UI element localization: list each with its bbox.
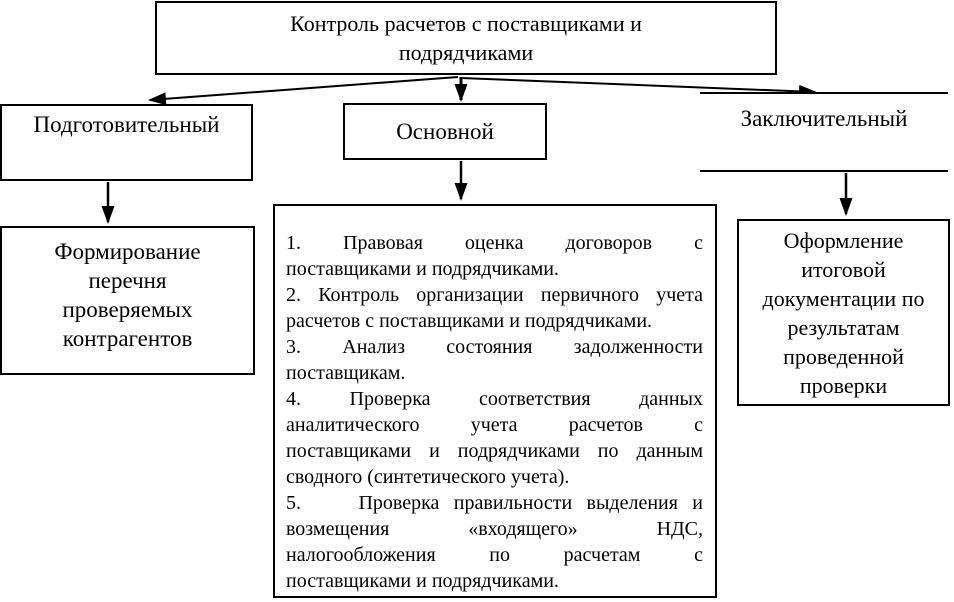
preparatory-detail-line: перечня [88,268,167,293]
preparatory-detail-box [0,226,255,375]
main-detail-line: 1. Правовая оценка договоров с [286,232,703,254]
main-detail-line: поставщиками и подрядчиками. [286,258,559,280]
main-detail-line: 5. Проверка правильности выделения и [286,492,703,514]
arrow-title-to-final [461,78,815,92]
final-detail-line: проведенной [783,344,904,369]
final-detail-line: проверки [799,373,888,398]
stage-preparatory-label: Подготовительный [33,112,220,137]
final-detail-line: результатам [787,315,900,340]
main-detail-line: поставщикам. [286,362,406,384]
preparatory-detail-line: проверяемых [62,297,193,322]
stage-final-label: Заключительный [740,106,908,131]
main-detail-line: поставщиками и подрядчиками по данным [286,440,703,462]
main-detail-line: аналитического учета расчетов с [286,414,703,436]
preparatory-detail-line: контрагентов [62,326,193,351]
main-detail-line: поставщиками и подрядчиками. [286,570,559,592]
arrow-title-to-preparatory [150,77,458,100]
title-line: подрядчиками [398,40,534,65]
main-detail-line: сводного (синтетического учета). [286,466,570,488]
title-box [155,1,777,75]
stage-main-box [343,103,547,160]
main-detail-line: налогообложения по расчетам с [286,544,703,566]
title-line: Контроль расчетов с поставщиками и [290,11,642,36]
final-detail-line: итоговой [801,257,886,282]
main-detail-line: расчетов с поставщиками и подрядчиками. [286,310,653,332]
stage-preparatory-box [0,104,253,181]
final-detail-line: документации по [762,286,925,311]
final-detail-box [737,219,950,406]
final-detail-line: Оформление [783,228,904,253]
stage-main-label: Основной [396,118,494,144]
stage-final-box [700,92,948,172]
main-detail-line: 4. Проверка соответствия данных [286,388,703,410]
main-detail-box [273,204,717,598]
main-detail-line: 2. Контроль организации первичного учета [286,284,703,306]
main-detail-line: возмещения «входящего» НДС, [286,518,703,540]
preparatory-detail-line: Формирование [54,239,201,264]
main-detail-line: 3. Анализ состояния задолженности [286,336,703,358]
